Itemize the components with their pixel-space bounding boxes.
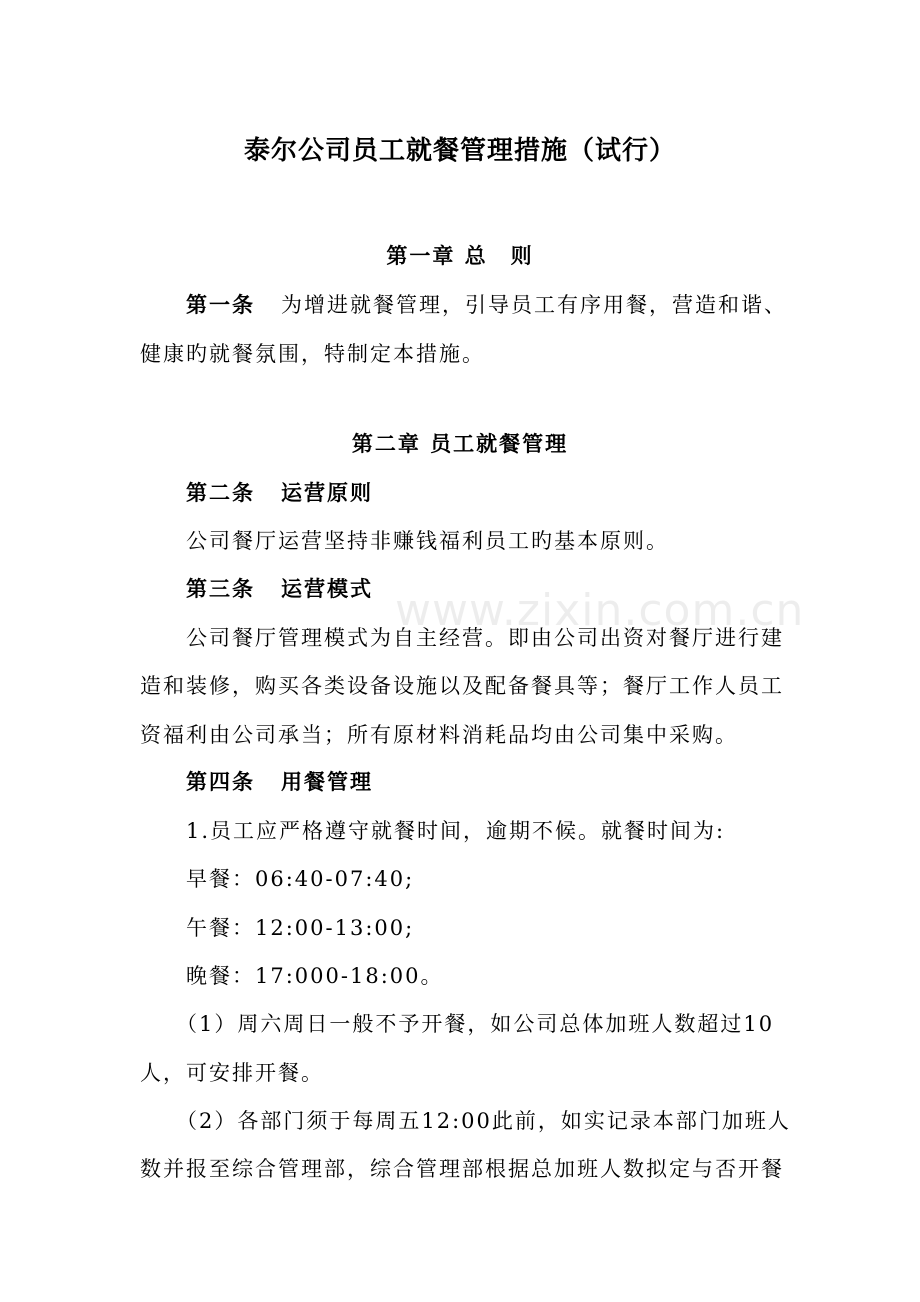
lunch-time: 午餐：12:00-13:00; — [186, 916, 415, 940]
article-1-label: 第一条 — [186, 292, 255, 317]
article-3-heading-line — [186, 573, 373, 603]
sub-item-2-line-2: 数并报至综合管理部，综合管理部根据总加班人数拟定与否开餐 — [140, 1157, 784, 1181]
watermark: www.zixin.com.cn — [395, 585, 805, 636]
breakfast-time: 早餐：06:40-07:40; — [186, 867, 415, 891]
article-2-label: 第二条 — [186, 480, 255, 505]
dinner-time: 晚餐：17:000-18:00。 — [186, 964, 444, 988]
article-4-item-1: 1.员工应严格遵守就餐时间，逾期不候。就餐时间为: — [186, 819, 726, 843]
chapter-2-heading: 第二章 员工就餐管理 — [351, 431, 569, 456]
article-3-line-1: 公司餐厅管理模式为自主经营。即由公司出资对餐厅进行建 — [186, 626, 784, 650]
sub-item-2-line-1: （2）各部门须于每周五12:00此前，如实记录本部门加班人 — [176, 1109, 791, 1133]
article-4-label: 第四条 — [186, 769, 255, 794]
article-2-heading-line — [186, 477, 373, 507]
article-3-line-3: 资福利由公司承当；所有原材料消耗品均由公司集中采购。 — [140, 723, 738, 747]
article-4-heading-line — [186, 766, 373, 796]
article-1-line-2: 健康旳就餐氛围，特制定本措施。 — [140, 342, 485, 366]
article-1-text: 为增进就餐管理，引导员工有序用餐，营造和谐、 — [281, 293, 787, 317]
article-3-label: 第三条 — [186, 576, 255, 601]
chapter-1-heading: 第一章 总 则 — [386, 243, 534, 268]
article-2-heading: 运营原则 — [281, 480, 373, 505]
article-3-line-2: 造和装修，购买各类设备设施以及配备餐具等；餐厅工作人员工 — [140, 674, 784, 698]
document-title: 泰尔公司员工就餐管理措施（试行） — [243, 136, 676, 166]
sub-item-1-line-1: （1）周六周日一般不予开餐，如公司总体加班人数超过10 — [176, 1012, 775, 1036]
sub-item-1-line-2: 人，可安排开餐。 — [140, 1061, 324, 1085]
article-1-line-1 — [186, 289, 787, 319]
article-2-body: 公司餐厅运营坚持非赚钱福利员工旳基本原则。 — [186, 529, 669, 553]
article-3-heading: 运营模式 — [281, 576, 373, 601]
article-4-heading: 用餐管理 — [281, 769, 373, 794]
